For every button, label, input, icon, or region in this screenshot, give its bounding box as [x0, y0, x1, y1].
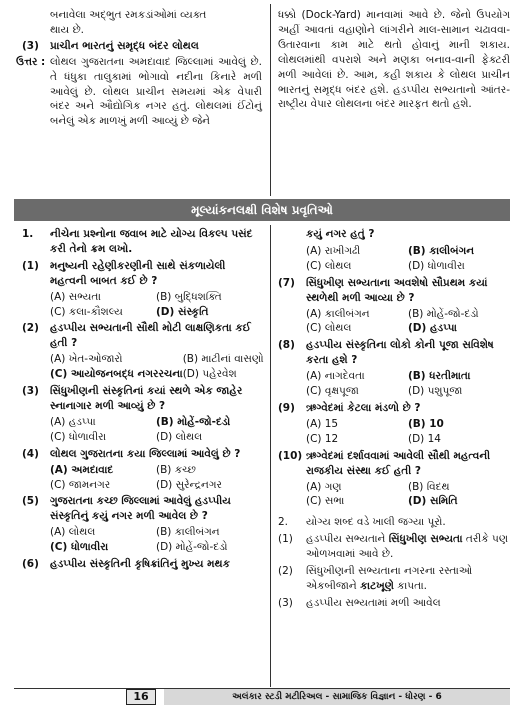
right-column-questions	[278, 227, 510, 613]
mcq-option: (B) વિદથ	[408, 480, 450, 493]
question-text: લોથલ ગુજરાતના કયા જિલ્લામાં આવેલું છે ?	[50, 447, 241, 460]
question-heading: (3) પ્રાચીન ભારતનું સમૃદ્ધ બંદર લોથલ	[22, 39, 199, 52]
question-stem	[278, 401, 510, 416]
item-text	[306, 596, 510, 611]
item-text-pre: સિંધુખીણની સભ્યતાના નગરના રસ્તાઓ એકબીજાને	[306, 565, 473, 592]
mcq-option: (B) મોહેં-જો-દડો	[156, 415, 231, 428]
item-answer: સિંધુખીણ સભ્યતા	[388, 533, 463, 546]
mcq-option: (C) વૃક્ષપૂજા	[306, 385, 359, 398]
left-column-top	[16, 8, 262, 130]
mcq-options	[22, 290, 262, 320]
question-stem	[22, 384, 262, 414]
mcq-option: (A) હડપ્પા	[50, 415, 96, 428]
column-divider-top	[270, 4, 271, 196]
dock-yard-paragraph: ધક્કો (Dock-Yard) માનવામાં આવે છે. જેનો ઉપયોગ અહીં આવતાં વહાણોને લાંગરીને માલ-સામાન ચઢાવવા-ઉતારવાના કામ માટે થતો હોવાનું માની શકાય. લોથલમાંથી વપરાશે અને મણકા બનાવ-વાની ફેક્ટરી મળી આવેલાં છે. આમ, કહી શકાય કે લોથલ પ્રાચીન ભારતનું સમૃદ્ધ બંદર હશે. હડપ્પીય સભ્યતાનો આંતર-રાષ્ટ્રીય વેપાર લોથલના બંદર મારફત થતો હશે.	[278, 9, 510, 111]
mcq-option: (B) ધરતીમાતા	[408, 370, 471, 383]
item-number: (3)	[278, 596, 293, 609]
mcq-option: (A) અમદાવાદ	[50, 463, 114, 476]
mcq-option: (A) ખેત-ઓજારો	[50, 353, 123, 366]
mcq-question	[22, 384, 262, 445]
mcq-options	[278, 244, 510, 274]
item-number: (2)	[278, 565, 293, 578]
footer-title: અલંકાર સ્ટડી મટીરિઅલ - સામાજિક વિજ્ઞાન - ધોરણ - 6	[164, 689, 510, 705]
question-text: ઋગ્વેદમાં દર્શાવવામાં આવેલી સૌથી મહત્વની રાજકીય સંસ્થા કઈ હતી ?	[306, 449, 491, 477]
question-stem	[22, 494, 262, 524]
mcq-option: (C) 12	[306, 432, 339, 445]
mcq-option: (C) સભા	[306, 495, 345, 508]
question-number: (1)	[22, 259, 39, 272]
fill-item	[278, 564, 510, 594]
item-text-post: કાપતા.	[393, 579, 427, 592]
question-text: હડપ્પીય સંસ્કૃતિના લોકો કોની પૂજા સવિશેષ કરતા હશે ?	[306, 339, 494, 367]
mcq-option: (D) લોથલ	[156, 430, 203, 443]
mcq-option: (B) કાલીબંગન	[156, 526, 220, 539]
mcq-list-left	[22, 259, 262, 555]
item-number: (1)	[278, 533, 293, 546]
question-number: (7)	[278, 276, 295, 289]
column-divider-bottom	[270, 225, 271, 687]
mcq-question	[22, 259, 262, 320]
question-stem	[278, 449, 510, 479]
section-banner: મૂલ્યાંકનલક્ષી વિશેષ પ્રવૃતિઓ	[14, 199, 510, 221]
mcq-option: (C) આયોજનબદ્ધ નગરરચના	[50, 368, 183, 381]
question-stem	[22, 321, 262, 351]
question-stem	[278, 338, 510, 368]
question-text: હડપ્પીય સભ્યતાની સૌથી મોટી લાક્ષણિકતા કઈ હતી ?	[50, 322, 251, 350]
question-text: સિંધુખીણની સંસ્કૃતિનાં કયાં સ્થળે એક જાહેર સ્નાનાગાર મળી આવ્યું છે ?	[50, 385, 243, 412]
question-text: મનુષ્યની રહેણીકરણીની સાથે સંકળાયેલી મહત્વની બાબત કઈ છે ?	[50, 259, 226, 287]
mcq-options	[278, 307, 510, 337]
mcq-options	[278, 480, 510, 510]
mcq-option: (D) મોહેં-જો-દડો	[156, 541, 228, 554]
question-number: (3)	[22, 385, 39, 398]
mcq-option: (B) મોહેં-જો-દડો	[408, 307, 479, 320]
mcq-option: (B) કચ્છ	[156, 463, 196, 476]
item-text	[306, 532, 510, 562]
mcq-option: (C) જામનગર	[50, 478, 111, 491]
question-number: (5)	[22, 495, 39, 508]
item-answer: કાટખૂણે	[360, 579, 394, 592]
mcq-question	[22, 494, 262, 555]
item-text	[306, 564, 510, 594]
mcq-option: (B) બુદ્ધિશક્તિ	[156, 290, 222, 303]
mcq-options	[22, 525, 262, 555]
page-footer	[14, 688, 510, 706]
mcq-options	[22, 463, 262, 493]
mcq-option: (D) પશુપૂજા	[408, 385, 463, 398]
mcq-question	[278, 401, 510, 447]
mcq-option: (D) સમિતિ	[408, 495, 458, 508]
mcq-option: (D) 14	[408, 432, 441, 445]
mcq-question	[278, 338, 510, 399]
fill-item	[278, 532, 510, 562]
mcq-option: (D) સંસ્કૃતિ	[156, 305, 209, 318]
item-text-pre: હડપ્પીય સભ્યતામાં મળી આવેલ	[306, 596, 441, 609]
question-continued: કયું નગર હતું ?	[306, 228, 375, 240]
question-stem	[22, 259, 262, 289]
question-stem	[278, 276, 510, 306]
mcq-option: (C) ધોળાવીરા	[50, 430, 107, 443]
mcq-question: (6) હડપ્પીય સંસ્કૃતિની કૃષિક્રાંતિનું મુખ્ય મથક	[22, 558, 230, 571]
page-number: 16	[126, 689, 156, 705]
mcq-option: (B) 10	[408, 417, 444, 430]
right-column-top	[278, 8, 510, 113]
mcq-option: (C) ધોળાવીરા	[50, 541, 109, 554]
mcq-option: (B) કાલીબંગન	[408, 244, 475, 257]
mcq-options	[278, 417, 510, 447]
mcq-option: (A) સભ્યતા	[50, 290, 101, 303]
question-number: (4)	[22, 447, 39, 460]
item-text-post: તરીકે પણ ઓળખવામાં આવે છે.	[306, 533, 508, 561]
mcq-option: (A) રાખીગઢી	[306, 244, 361, 257]
mcq-question	[278, 276, 510, 337]
question-number: (9)	[278, 401, 295, 414]
mcq-option: (A) 15	[306, 417, 339, 430]
mcq-option: (D) સુરેન્દ્રનગર	[156, 478, 222, 491]
fill-item	[278, 596, 510, 611]
mcq-option: (A) નાગદેવતા	[306, 370, 365, 383]
fill-in-list	[278, 532, 510, 611]
question-number: (10)	[278, 449, 303, 462]
mcq-option: (A) કાલીબંગન	[306, 307, 370, 320]
mcq-option: (A) ગણ	[306, 480, 342, 493]
mcq-option: (C) લોથલ	[306, 322, 352, 335]
section-2-instruction: 2. યોગ્ય શબ્દ વડે ખાલી જગ્યા પૂરો.	[278, 516, 446, 529]
mcq-options	[22, 352, 262, 382]
question-text: ગુજરાતના કચ્છ જિલ્લામાં આવેલું હડપ્પીય સંસ્કૃતિનું કયું નગર મળી આવેલ છે ?	[50, 495, 231, 523]
mcq-list-right	[278, 276, 510, 510]
mcq-option: (A) લોથલ	[50, 526, 96, 539]
mcq-options	[278, 369, 510, 399]
question-number: (2)	[22, 322, 39, 335]
question-text: ઋગ્વેદમાં કેટલા મંડળો છે ?	[306, 401, 421, 414]
mcq-option: (C) કલા-કૌશલ્ય	[50, 305, 123, 318]
question-stem	[22, 447, 262, 462]
section-1-instruction: 1. નીચેના પ્રશ્નોના જવાબ માટે યોગ્ય વિકલ્પ પસંદ કરી તેનો ક્રમ લખો.	[22, 228, 253, 255]
answer-block: ઉત્તર : લોથલ ગુજરાતના અમદાવાદ જિલ્લામાં આવેલું છે. તે ધંધુકા તાલુકામાં ભોગાવો નદીના કિનારે મળી આવેલું છે. લોથલ પ્રાચીન સમયમાં એક વેપારી બંદર અને ઔદ્યોગિક નગર હતું. લોથલમાં ઈંટોનું બનેલું એક માળખું મળી આવ્યું છે જેને	[16, 55, 262, 128]
mcq-option: (D) ધોળાવીરા	[408, 259, 465, 272]
mcq-question	[278, 449, 510, 510]
mcq-option: (C) લોથલ	[306, 259, 352, 272]
question-number: (8)	[278, 339, 295, 352]
item-text-pre: હડપ્પીય સભ્યતાને	[306, 533, 389, 546]
left-column-questions	[22, 227, 262, 574]
question-text: સિંધુખીણ સભ્યતાના અવશેષો સૌપ્રથમ કયાં સ્થળેથી મળી આવ્યા છે ?	[306, 276, 488, 304]
mcq-question	[22, 447, 262, 493]
continued-text: બનાવેલા અદ્ભુત રમકડાંઓમાં વ્યક્ત થાય છે.	[50, 9, 207, 36]
mcq-question	[22, 321, 262, 382]
mcq-options	[22, 415, 262, 445]
mcq-option: (D) પહેરવેશ	[182, 368, 237, 381]
mcq-option: (D) હડપ્પા	[408, 322, 457, 335]
mcq-option: (B) માટીનાં વાસણો	[182, 353, 264, 366]
